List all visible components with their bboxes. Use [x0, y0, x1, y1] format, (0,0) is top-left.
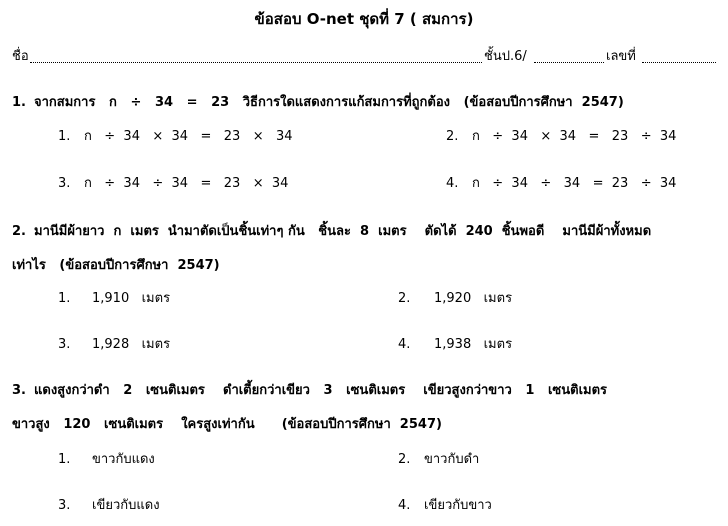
number-blank-line: [642, 62, 716, 63]
question-2-text-line-1: มานีมีผ้ายาว ก เมตร นำมาตัดเป็นชิ้นเท่าๆ กัน ชิ้นละ 8 เมตร ตัดได้ 240 ชิ้นพอดี มานีมีผ้าทั้งหมด: [34, 224, 652, 239]
question-1-option-1-number: 1.: [58, 129, 71, 144]
class-label: ชั้นป.6/: [484, 49, 527, 64]
question-1-option-3-number: 3.: [58, 176, 71, 191]
worksheet-title: ข้อสอบ O-net ชุดที่ 7 ( สมการ): [254, 10, 474, 28]
question-2-option-3-text: 1,928 เมตร: [92, 337, 171, 352]
question-2-text-line-2: เท่าไร (ข้อสอบปีการศึกษา 2547): [12, 258, 220, 273]
question-3-option-2-text: ขาวกับดำ: [424, 452, 480, 467]
question-3-option-3-text: เขียวกับแดง: [92, 498, 160, 513]
question-3-option-1-number: 1.: [58, 452, 71, 467]
question-1-text: จากสมการ ก ÷ 34 = 23 วิธีการใดแสดงการแก้สมการที่ถูกต้อง (ข้อสอบปีการศึกษา 2547): [34, 95, 624, 110]
question-2-option-4-text: 1,938 เมตร: [434, 337, 513, 352]
question-1-option-4-number: 4.: [446, 176, 459, 191]
name-blank-line: [30, 62, 482, 63]
question-2-option-2-number: 2.: [398, 291, 411, 306]
class-blank-line: [534, 62, 604, 63]
question-3-option-3-number: 3.: [58, 498, 71, 513]
question-1-option-1-text: ก ÷ 34 × 34 = 23 × 34: [84, 129, 293, 144]
question-1-option-2-text: ก ÷ 34 × 34 = 23 ÷ 34: [472, 129, 677, 144]
question-3-text-line-2: ขาวสูง 120 เซนติเมตร ใครสูงเท่ากัน (ข้อสอบปีการศึกษา 2547): [12, 417, 442, 432]
question-2-option-4-number: 4.: [398, 337, 411, 352]
question-1-option-3-text: ก ÷ 34 ÷ 34 = 23 × 34: [84, 176, 289, 191]
question-3-option-1-text: ขาวกับแดง: [92, 452, 155, 467]
question-1-option-2-number: 2.: [446, 129, 459, 144]
question-3-option-4-text: เขียวกับขาว: [424, 498, 492, 513]
question-2-number: 2.: [12, 224, 26, 239]
number-label: เลขที่: [606, 49, 636, 64]
question-3-text-line-1: แดงสูงกว่าดำ 2 เซนติเมตร ดำเตี้ยกว่าเขียว 3 เซนติเมตร เขียวสูงกว่าขาว 1 เซนติเมตร: [34, 383, 608, 398]
question-3-option-2-number: 2.: [398, 452, 411, 467]
question-1-option-4-text: ก ÷ 34 ÷ 34 = 23 ÷ 34: [472, 176, 677, 191]
question-2-option-3-number: 3.: [58, 337, 71, 352]
question-3-number: 3.: [12, 383, 26, 398]
name-label: ชื่อ: [12, 49, 29, 64]
question-2-option-1-number: 1.: [58, 291, 71, 306]
question-3-option-4-number: 4.: [398, 498, 411, 513]
question-1-number: 1.: [12, 95, 26, 110]
question-2-option-2-text: 1,920 เมตร: [434, 291, 513, 306]
question-2-option-1-text: 1,910 เมตร: [92, 291, 171, 306]
